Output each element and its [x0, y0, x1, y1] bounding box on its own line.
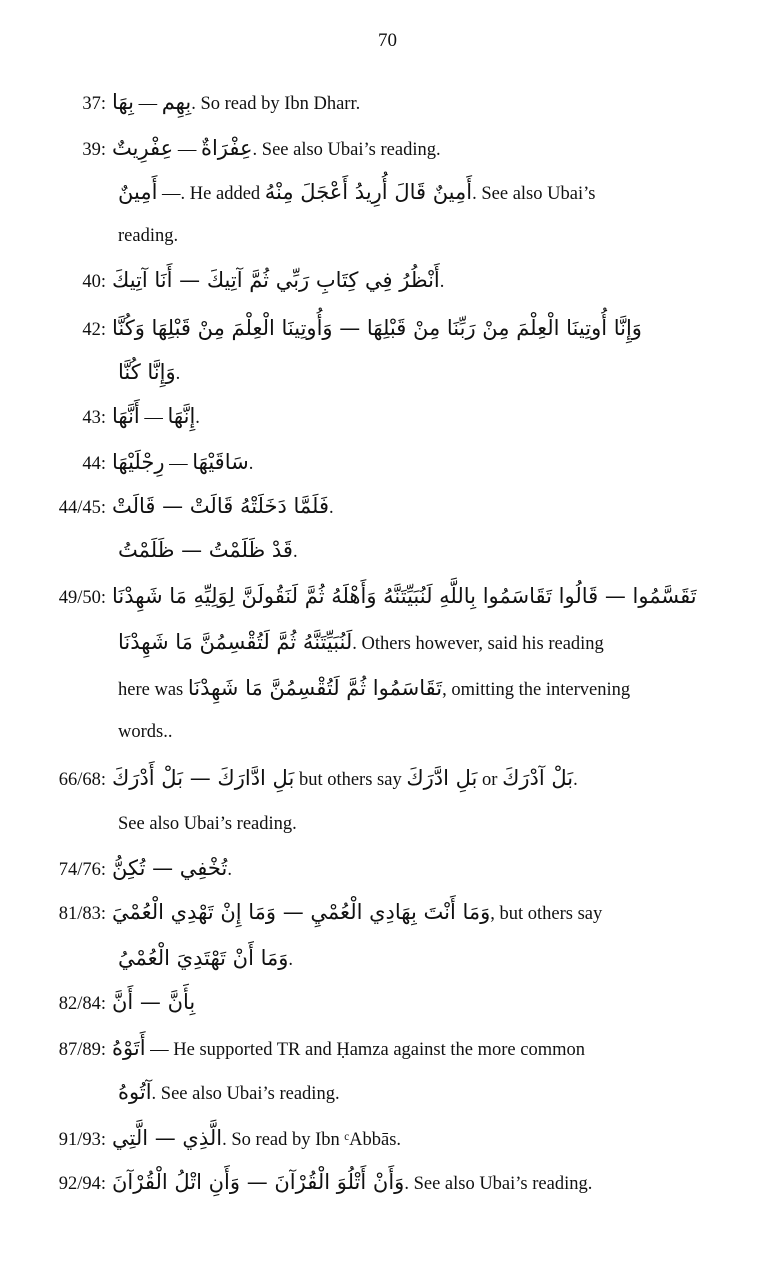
english-text: . See also Ubai’s	[472, 184, 596, 204]
entry-line	[0, 628, 775, 658]
english-text: , but others say	[490, 904, 603, 924]
arabic-text: بِهِم	[161, 90, 192, 114]
verse-number: 44/45:	[58, 498, 106, 518]
entry-line	[0, 1124, 775, 1154]
entry-line	[0, 178, 775, 208]
english-text: .	[195, 408, 200, 428]
english-text: .	[329, 498, 334, 518]
arabic-text: بَلِ ادَّرَكَ	[406, 766, 478, 790]
english-text: . Others however, said his reading	[352, 634, 604, 654]
entry-line	[0, 492, 775, 522]
english-text: . So read by Ibn ᶜAbbās.	[222, 1130, 402, 1150]
english-text: . See also Ubai’s reading.	[151, 1084, 340, 1104]
entry-line	[0, 358, 775, 388]
verse-number: 43:	[82, 408, 106, 428]
arabic-text: أَمِينٌ	[118, 180, 158, 204]
entry-line	[0, 988, 775, 1018]
verse-number: 74/76:	[58, 860, 106, 880]
entry-line	[0, 88, 775, 118]
arabic-text: رِجْلَيْهَا	[112, 450, 165, 474]
arabic-text: بَلْ آدْرَكَ	[502, 766, 574, 790]
entry-line	[0, 1168, 775, 1198]
entry-line	[0, 222, 775, 250]
arabic-text: عِفْرِيتٌ	[112, 136, 174, 160]
entry-line	[0, 810, 775, 838]
entry-line	[0, 854, 775, 884]
entry-line	[0, 674, 775, 704]
english-text: . So read by Ibn Dharr.	[191, 94, 361, 114]
english-text: .	[439, 272, 445, 292]
english-text: . See also Ubai’s reading.	[252, 140, 441, 160]
entry-line	[0, 944, 775, 974]
english-text: —. He added	[157, 184, 265, 204]
entry-line	[0, 314, 775, 344]
english-text: See also Ubai’s reading.	[118, 814, 297, 834]
entry-line	[0, 718, 775, 746]
arabic-text: وَإِنَّا أُوتِينَا الْعِلْمَ مِنْ رَبِّنَا مِنْ قَبْلِهَا — وَأُوتِينَا الْعِلْمَ مِنْ قَبْلِهَا وَكُنَّا	[112, 316, 642, 340]
english-text: but others say	[294, 770, 407, 790]
verse-number: 40:	[82, 272, 106, 292]
entry-line	[0, 402, 775, 432]
arabic-text: تَقَسَّمُوا — قَالُوا تَقَاسَمُوا بِاللَّهِ لَنُبَيِّتَنَّهُ وَأَهْلَهُ ثُمَّ لَنَقُولَنَّ لِوَلِيِّهِ مَا شَهِدْنَا	[112, 584, 697, 608]
verse-number: 92/94:	[58, 1174, 106, 1194]
arabic-text: آتُوهُ	[118, 1080, 152, 1104]
entry-line	[0, 536, 775, 566]
english-text: words..	[118, 722, 173, 742]
verse-number: 44:	[82, 454, 106, 474]
arabic-text: عِفْرَاةٌ	[200, 136, 253, 160]
english-text: —	[139, 408, 168, 428]
english-text: .	[227, 860, 232, 880]
english-text: —	[173, 140, 201, 160]
arabic-text: لَنُبَيِّتَنَّهُ ثُمَّ لَتُقْسِمُنَّ مَا شَهِدْنَا	[118, 630, 353, 654]
arabic-text: أَنْظُرُ فِي كِتَابِ رَبِّي ثُمَّ آتِيكَ — أَنَا آتِيكَ	[112, 268, 440, 292]
english-text: .	[292, 542, 298, 562]
arabic-text: أَتَوْهُ	[112, 1036, 146, 1060]
entry-line	[0, 764, 775, 794]
english-text: .	[573, 770, 578, 790]
verse-number: 42:	[82, 320, 106, 340]
arabic-text: أَنَّهَا	[112, 404, 140, 428]
english-text: .	[248, 454, 254, 474]
arabic-text: وَإِنَّا كُنَّا	[118, 360, 176, 384]
arabic-text: بَلِ ادَّارَكَ — بَلْ أَدْرَكَ	[112, 766, 295, 790]
arabic-text: تَقَاسَمُوا ثُمَّ لَتُقْسِمُنَّ مَا شَهِدْنَا	[187, 676, 443, 700]
arabic-text: تُخْفِي — تُكِنُّ	[112, 856, 228, 880]
verse-number: 82/84:	[58, 994, 106, 1014]
english-text: , omitting the intervening	[442, 680, 631, 700]
verse-number: 66/68:	[58, 770, 106, 790]
arabic-text: بِهَا	[112, 90, 134, 114]
entry-line	[0, 582, 775, 612]
arabic-text: فَلَمَّا دَخَلَتْهُ قَالَتْ — قَالَتْ	[112, 494, 330, 518]
verse-number: 81/83:	[58, 904, 106, 924]
entry-line	[0, 134, 775, 164]
arabic-text: سَاقَيْهَا	[192, 450, 249, 474]
arabic-text: الَّذِي — الَّتِي	[112, 1126, 223, 1150]
entry-line	[0, 898, 775, 928]
verse-number: 39:	[82, 140, 106, 160]
arabic-text: قَدْ ظَلَمْتُ — ظَلَمْتُ	[118, 538, 293, 562]
entry-line	[0, 266, 775, 296]
verse-number: 87/89:	[58, 1040, 106, 1060]
arabic-text: وَأَنْ أَتْلُوَ الْقُرْآنَ — وَأَنِ اتْلُ الْقُرْآنَ	[112, 1170, 405, 1194]
english-text: .	[175, 364, 181, 384]
english-text: . See also Ubai’s reading.	[404, 1174, 593, 1194]
english-text: reading.	[118, 226, 179, 246]
entry-line	[0, 1078, 775, 1108]
english-text: —	[133, 94, 162, 114]
page-number: 70	[378, 30, 397, 51]
entry-line	[0, 1034, 775, 1064]
english-text: .	[288, 950, 294, 970]
verse-number: 49/50:	[58, 588, 106, 608]
arabic-text: أَمِينٌ قَالَ أُرِيدُ أَعْجَلَ مِنْهُ	[264, 180, 473, 204]
verse-number: 91/93:	[58, 1130, 106, 1150]
entry-line	[0, 448, 775, 478]
arabic-text: إِنَّهَا	[167, 404, 196, 428]
english-text: —	[164, 454, 193, 474]
verse-number: 37:	[82, 94, 106, 114]
english-text: here was	[118, 680, 188, 700]
arabic-text: وَمَا أَنْ تَهْتَدِيَ الْعُمْيُ	[118, 946, 289, 970]
arabic-text: وَمَا أَنْتَ بِهَادِي الْعُمْيِ — وَمَا إِنْ تَهْدِي الْعُمْيَ	[112, 900, 491, 924]
arabic-text: بِأَنَّ — أَنَّ	[112, 990, 196, 1014]
english-text: — He supported TR and Ḥamza against the more common	[145, 1040, 585, 1060]
english-text: or	[477, 770, 503, 790]
